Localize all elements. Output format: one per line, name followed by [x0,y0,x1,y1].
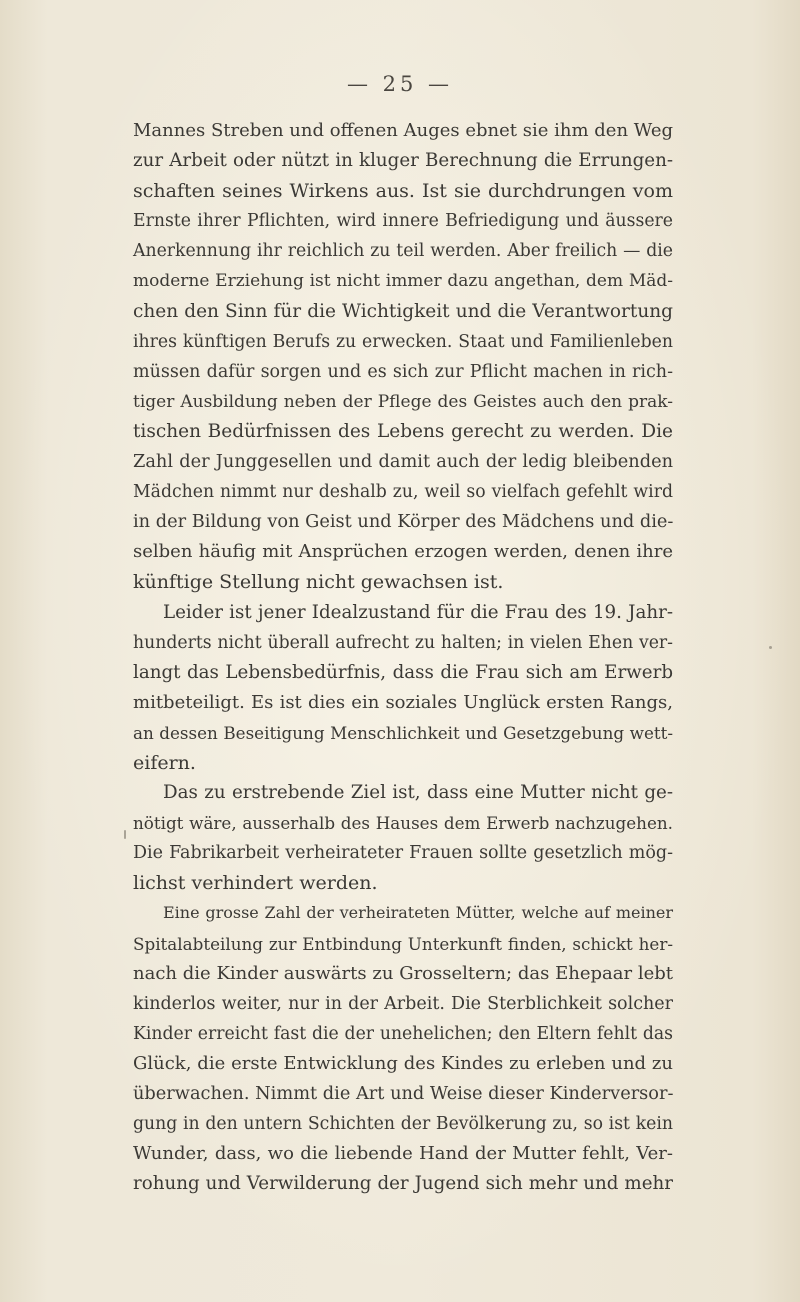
text-line: Spitalabteilung zur Entbindung Unterkunft finden, schickt her- [133,933,673,954]
text-line: kinderlos weiter, nur in der Arbeit. Die Sterblichkeit solcher [133,993,673,1014]
text-line: rohung und Verwilderung der Jugend sich mehr und mehr [133,1173,673,1195]
text-line: überwachen. Nimmt die Art und Weise dieser Kinderversor- [133,1084,674,1104]
text-line: müssen dafür sorgen und es sich zur Pflicht machen in rich- [133,361,673,382]
body-text [133,116,673,1199]
text-line: Mädchen nimmt nur deshalb zu, weil so vielfach gefehlt wird [133,482,673,503]
text-line: Glück, die erste Entwicklung des Kindes zu erleben und zu [133,1052,673,1074]
text-line: Anerkennung ihr reichlich zu teil werden. Aber freilich — die [133,241,673,262]
text-line: tiger Ausbildung neben der Pflege des Geistes auch den prak- [133,391,673,412]
text-line: Das zu erstrebende Ziel ist, dass eine Mutter nicht ge- [163,782,673,804]
text-line: chen den Sinn für die Wichtigkeit und die Verantwortung [133,300,673,322]
text-line: Kinder erreicht fast die der unehelichen; den Eltern fehlt das [133,1023,673,1044]
text-line: langt das Lebensbedürfnis, dass die Frau sich am Erwerb [133,661,673,683]
text-line: lichst verhindert werden. [133,872,378,895]
text-line: mitbeteiligt. Es ist dies ein soziales Unglück ersten Rangs, [133,691,673,713]
text-line: in der Bildung von Geist und Körper des Mädchens und die- [133,512,674,533]
text-line: Leider ist jener Idealzustand für die Frau des 19. Jahr- [163,601,673,623]
text-line: künftige Stellung nicht gewachsen ist. [133,571,504,594]
text-line: tischen Bedürfnissen des Lebens gerecht zu werden. Die [133,420,673,442]
page-number: — 25 — [346,72,454,96]
text-line: ihres künftigen Berufs zu erwecken. Staat und Familienleben [133,331,673,352]
text-line: nach die Kinder auswärts zu Grosseltern; das Ehepaar lebt [133,962,673,984]
paper-speck [124,830,126,839]
text-line: Mannes Streben und offenen Auges ebnet sie ihm den Weg [133,120,673,141]
text-line: eifern. [133,751,196,774]
text-line: schaften seines Wirkens aus. Ist sie durchdrungen vom [133,180,673,203]
text-line: Ernste ihrer Pflichten, wird innere Befriedigung und äussere [133,211,673,232]
paper-speck [769,646,772,649]
text-line: gung in den untern Schichten der Bevölkerung zu, so ist kein [133,1114,673,1135]
text-line: an dessen Beseitigung Menschlichkeit und Gesetzgebung wett- [133,722,673,743]
text-line: moderne Erziehung ist nicht immer dazu angethan, dem Mäd- [133,271,673,292]
text-line: hunderts nicht überall aufrecht zu halten; in vielen Ehen ver- [133,632,673,653]
text-line: Die Fabrikarbeit verheirateter Frauen sollte gesetzlich mög- [133,843,673,864]
text-line: nötigt wäre, ausserhalb des Hauses dem Erwerb nachzugehen. [133,813,673,834]
text-line: Zahl der Junggesellen und damit auch der ledig bleibenden [133,452,673,473]
text-line: zur Arbeit oder nützt in kluger Berechnung die Errungen- [133,150,673,172]
text-line: selben häufig mit Ansprüchen erzogen werden, denen ihre [133,541,673,563]
text-line: Eine grosse Zahl der verheirateten Mütter, welche auf meiner [163,903,673,923]
text-line: Wunder, dass, wo die liebende Hand der Mutter fehlt, Ver- [133,1143,673,1165]
